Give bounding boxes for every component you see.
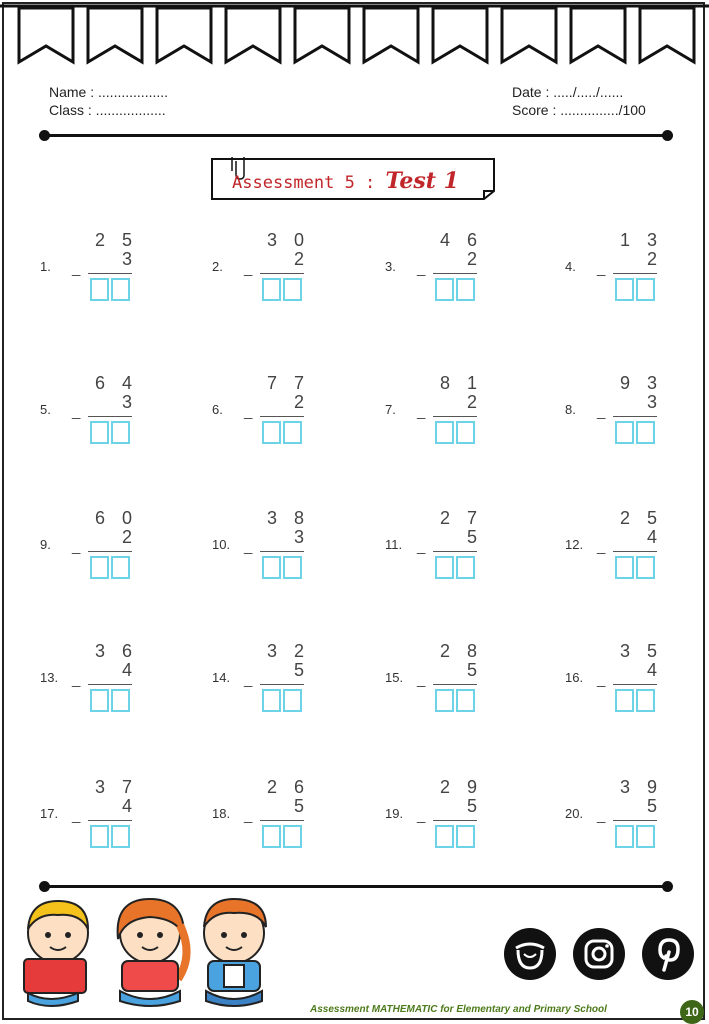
minus-sign: _ bbox=[417, 538, 426, 555]
title-prefix: Assessment 5 : bbox=[232, 173, 386, 193]
answer-box-tens[interactable] bbox=[435, 421, 454, 444]
answer-box-tens[interactable] bbox=[615, 421, 634, 444]
answer-box-ones[interactable] bbox=[111, 421, 130, 444]
minus-sign: _ bbox=[244, 671, 253, 688]
problem-number: 8. bbox=[565, 402, 576, 417]
pinterest-glyph bbox=[642, 928, 694, 980]
problem-16 bbox=[565, 639, 709, 719]
minus-sign: _ bbox=[72, 671, 81, 688]
minuend: 3 9 bbox=[619, 777, 663, 797]
problem-15 bbox=[385, 639, 545, 719]
problem-9 bbox=[40, 506, 200, 586]
answer-line bbox=[613, 416, 657, 417]
answer-line bbox=[433, 820, 477, 821]
problem-17 bbox=[40, 775, 200, 855]
answer-box-ones[interactable] bbox=[456, 689, 475, 712]
problem-number: 3. bbox=[385, 259, 396, 274]
answer-box-ones[interactable] bbox=[456, 825, 475, 848]
subtrahend: 3 bbox=[121, 392, 138, 412]
bunting-decoration bbox=[0, 2, 709, 68]
subtrahend: 4 bbox=[646, 527, 663, 547]
problem-number: 5. bbox=[40, 402, 51, 417]
minuend: 3 8 bbox=[266, 508, 310, 528]
top-divider bbox=[44, 134, 668, 137]
subtrahend: 5 bbox=[466, 527, 483, 547]
answer-box-tens[interactable] bbox=[262, 421, 281, 444]
problem-number: 18. bbox=[212, 806, 231, 821]
subtrahend: 5 bbox=[293, 660, 310, 680]
answer-box-tens[interactable] bbox=[262, 556, 281, 579]
answer-line bbox=[88, 684, 132, 685]
problem-11 bbox=[385, 506, 545, 586]
answer-box-ones[interactable] bbox=[636, 825, 655, 848]
answer-box-ones[interactable] bbox=[456, 278, 475, 301]
answer-box-tens[interactable] bbox=[435, 278, 454, 301]
problem-number: 15. bbox=[385, 670, 404, 685]
minuend: 8 1 bbox=[439, 373, 483, 393]
problem-number: 10. bbox=[212, 537, 231, 552]
smile-logo-icon[interactable] bbox=[504, 928, 556, 980]
class-field[interactable]: Class : .................. bbox=[49, 102, 166, 118]
answer-box-tens[interactable] bbox=[615, 689, 634, 712]
minuend: 3 7 bbox=[94, 777, 138, 797]
minus-sign: _ bbox=[417, 403, 426, 420]
name-field[interactable]: Name : .................. bbox=[49, 84, 169, 100]
answer-box-ones[interactable] bbox=[636, 421, 655, 444]
problem-number: 20. bbox=[565, 806, 584, 821]
answer-box-ones[interactable] bbox=[283, 278, 302, 301]
answer-line bbox=[613, 820, 657, 821]
page-title bbox=[232, 168, 459, 194]
minuend: 3 6 bbox=[94, 641, 138, 661]
problem-number: 17. bbox=[40, 806, 59, 821]
minus-sign: _ bbox=[72, 260, 81, 277]
answer-box-tens[interactable] bbox=[615, 825, 634, 848]
minus-sign: _ bbox=[244, 807, 253, 824]
answer-box-ones[interactable] bbox=[636, 278, 655, 301]
minus-sign: _ bbox=[72, 403, 81, 420]
problem-2 bbox=[212, 228, 372, 308]
smile-logo-glyph bbox=[504, 928, 556, 980]
answer-line bbox=[433, 273, 477, 274]
problem-number: 4. bbox=[565, 259, 576, 274]
subtrahend: 3 bbox=[121, 249, 138, 269]
answer-line bbox=[613, 273, 657, 274]
problem-3 bbox=[385, 228, 545, 308]
minuend: 2 5 bbox=[94, 230, 138, 250]
answer-box-tens[interactable] bbox=[90, 278, 109, 301]
answer-box-tens[interactable] bbox=[435, 556, 454, 579]
bottom-divider bbox=[44, 885, 668, 888]
instagram-glyph bbox=[573, 928, 625, 980]
answer-box-tens[interactable] bbox=[262, 689, 281, 712]
answer-box-ones[interactable] bbox=[283, 825, 302, 848]
problem-20 bbox=[565, 775, 709, 855]
problem-8 bbox=[565, 371, 709, 451]
answer-box-tens[interactable] bbox=[262, 278, 281, 301]
minuend: 6 0 bbox=[94, 508, 138, 528]
answer-line bbox=[260, 273, 304, 274]
answer-box-ones[interactable] bbox=[636, 689, 655, 712]
minus-sign: _ bbox=[597, 260, 606, 277]
answer-line bbox=[260, 684, 304, 685]
problem-number: 9. bbox=[40, 537, 51, 552]
subtrahend: 2 bbox=[293, 392, 310, 412]
problem-10 bbox=[212, 506, 372, 586]
problem-number: 7. bbox=[385, 402, 396, 417]
problem-5 bbox=[40, 371, 200, 451]
answer-box-tens[interactable] bbox=[90, 421, 109, 444]
answer-box-ones[interactable] bbox=[456, 556, 475, 579]
subtrahend: 5 bbox=[646, 796, 663, 816]
minuend: 2 6 bbox=[266, 777, 310, 797]
minus-sign: _ bbox=[597, 671, 606, 688]
answer-box-tens[interactable] bbox=[435, 689, 454, 712]
minuend: 3 5 bbox=[619, 641, 663, 661]
answer-line bbox=[433, 416, 477, 417]
minus-sign: _ bbox=[597, 403, 606, 420]
answer-box-tens[interactable] bbox=[90, 825, 109, 848]
answer-box-tens[interactable] bbox=[615, 556, 634, 579]
minus-sign: _ bbox=[244, 260, 253, 277]
subtrahend: 2 bbox=[466, 249, 483, 269]
answer-line bbox=[88, 416, 132, 417]
answer-box-ones[interactable] bbox=[111, 278, 130, 301]
subtrahend: 5 bbox=[466, 660, 483, 680]
answer-box-tens[interactable] bbox=[262, 825, 281, 848]
answer-line bbox=[260, 416, 304, 417]
answer-box-ones[interactable] bbox=[111, 689, 130, 712]
subtrahend: 2 bbox=[646, 249, 663, 269]
title-test: Test 1 bbox=[385, 168, 459, 194]
minus-sign: _ bbox=[72, 538, 81, 555]
problem-number: 6. bbox=[212, 402, 223, 417]
instagram-icon[interactable] bbox=[573, 928, 625, 980]
subtrahend: 4 bbox=[646, 660, 663, 680]
minuend: 9 3 bbox=[619, 373, 663, 393]
problem-number: 12. bbox=[565, 537, 584, 552]
minus-sign: _ bbox=[72, 807, 81, 824]
answer-line bbox=[88, 273, 132, 274]
answer-box-tens[interactable] bbox=[90, 556, 109, 579]
problem-7 bbox=[385, 371, 545, 451]
answer-box-ones[interactable] bbox=[283, 556, 302, 579]
answer-line bbox=[260, 820, 304, 821]
problem-number: 11. bbox=[385, 537, 403, 552]
subtrahend: 5 bbox=[293, 796, 310, 816]
minuend: 2 5 bbox=[619, 508, 663, 528]
answer-line bbox=[260, 551, 304, 552]
problem-number: 19. bbox=[385, 806, 404, 821]
footer-text: Assessment MATHEMATIC for Elementary and Primary School bbox=[310, 1004, 607, 1015]
minus-sign: _ bbox=[597, 807, 606, 824]
date-field[interactable]: Date : ...../...../...... bbox=[512, 84, 624, 100]
problem-13 bbox=[40, 639, 200, 719]
answer-box-tens[interactable] bbox=[435, 825, 454, 848]
problem-number: 13. bbox=[40, 670, 59, 685]
problem-number: 1. bbox=[40, 259, 51, 274]
answer-box-ones[interactable] bbox=[111, 825, 130, 848]
answer-box-ones[interactable] bbox=[111, 556, 130, 579]
subtrahend: 2 bbox=[466, 392, 483, 412]
minus-sign: _ bbox=[244, 403, 253, 420]
subtrahend: 3 bbox=[293, 527, 310, 547]
problem-6 bbox=[212, 371, 372, 451]
problem-number: 2. bbox=[212, 259, 223, 274]
kids-illustration bbox=[10, 895, 280, 1010]
answer-line bbox=[613, 684, 657, 685]
answer-line bbox=[88, 551, 132, 552]
problem-18 bbox=[212, 775, 372, 855]
minus-sign: _ bbox=[244, 538, 253, 555]
minus-sign: _ bbox=[417, 260, 426, 277]
score-field[interactable]: Score : .............../100 bbox=[512, 102, 646, 118]
subtrahend: 4 bbox=[121, 660, 138, 680]
subtrahend: 5 bbox=[466, 796, 483, 816]
answer-box-ones[interactable] bbox=[456, 421, 475, 444]
minuend: 2 9 bbox=[439, 777, 483, 797]
minuend: 6 4 bbox=[94, 373, 138, 393]
page-number-badge: 10 bbox=[680, 1000, 704, 1024]
minuend: 7 7 bbox=[266, 373, 310, 393]
minuend: 3 0 bbox=[266, 230, 310, 250]
subtrahend: 3 bbox=[646, 392, 663, 412]
minus-sign: _ bbox=[417, 671, 426, 688]
subtrahend: 2 bbox=[121, 527, 138, 547]
answer-box-tens[interactable] bbox=[90, 689, 109, 712]
minuend: 3 2 bbox=[266, 641, 310, 661]
answer-line bbox=[613, 551, 657, 552]
problem-12 bbox=[565, 506, 709, 586]
answer-box-ones[interactable] bbox=[283, 689, 302, 712]
subtrahend: 4 bbox=[121, 796, 138, 816]
answer-line bbox=[88, 820, 132, 821]
problem-1 bbox=[40, 228, 200, 308]
minus-sign: _ bbox=[417, 807, 426, 824]
problem-19 bbox=[385, 775, 545, 855]
minus-sign: _ bbox=[597, 538, 606, 555]
problem-number: 14. bbox=[212, 670, 231, 685]
answer-box-ones[interactable] bbox=[283, 421, 302, 444]
problem-4 bbox=[565, 228, 709, 308]
answer-box-ones[interactable] bbox=[636, 556, 655, 579]
answer-box-tens[interactable] bbox=[615, 278, 634, 301]
problem-14 bbox=[212, 639, 372, 719]
minuend: 2 7 bbox=[439, 508, 483, 528]
subtrahend: 2 bbox=[293, 249, 310, 269]
answer-line bbox=[433, 684, 477, 685]
minuend: 2 8 bbox=[439, 641, 483, 661]
answer-line bbox=[433, 551, 477, 552]
minuend: 1 3 bbox=[619, 230, 663, 250]
pinterest-icon[interactable] bbox=[642, 928, 694, 980]
minuend: 4 6 bbox=[439, 230, 483, 250]
problem-number: 16. bbox=[565, 670, 584, 685]
